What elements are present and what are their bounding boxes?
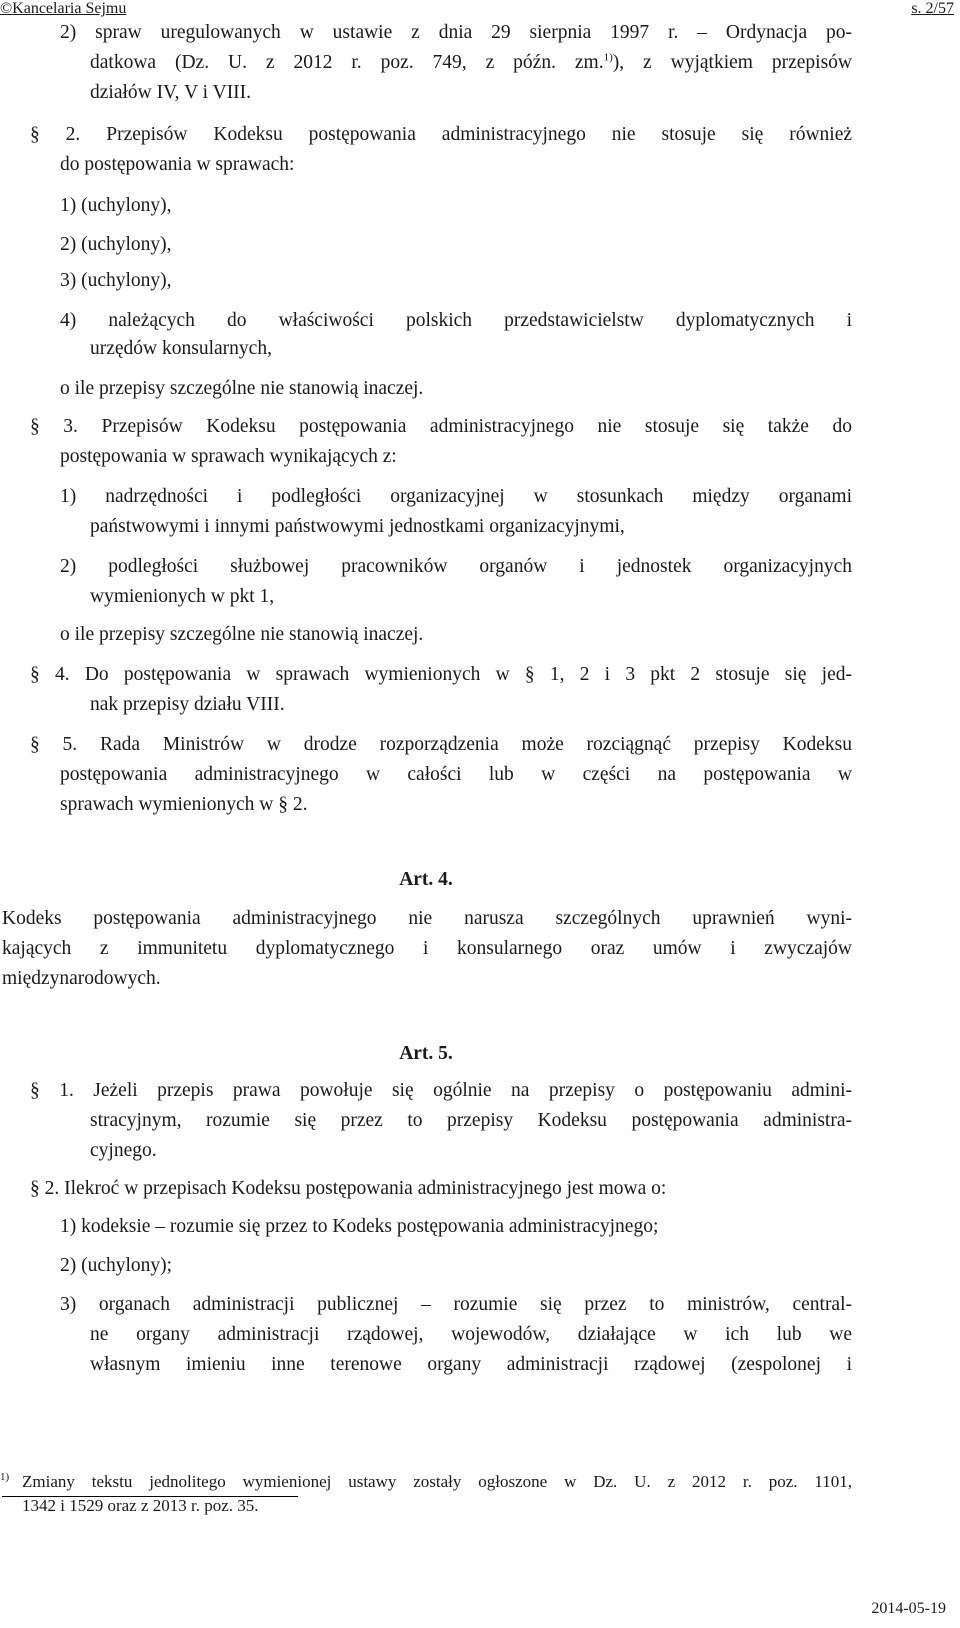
document-date: 2014-05-19 xyxy=(871,1600,946,1617)
paragraph-line: kających z immunitetu dyplomatycznego i konsularnego oraz umów i zwyczajów xyxy=(2,938,852,959)
paragraph-line: nak przepisy działu VIII. xyxy=(90,694,285,715)
list-item: 2) podległości służbowej pracowników organów i jednostek organizacyjnych xyxy=(60,556,852,577)
paragraph-line: międzynarodowych. xyxy=(2,968,161,989)
text-fragment: ), z wyjątkiem przepisów xyxy=(612,52,852,73)
page-header xyxy=(0,0,960,20)
page-number[interactable]: s. 2/57 xyxy=(911,0,954,17)
paragraph-line: stracyjnym, rozumie się przez to przepisy Kodeksu postępowania administra- xyxy=(90,1110,852,1131)
article-heading: Art. 5. xyxy=(399,1043,453,1064)
paragraph-line: 2) spraw uregulowanych w ustawie z dnia 29 sierpnia 1997 r. – Ordynacja po- xyxy=(60,22,852,43)
list-item: 3) (uchylony), xyxy=(60,270,172,291)
list-item-continuation: urzędów konsularnych, xyxy=(90,338,272,359)
list-item: 2) (uchylony); xyxy=(60,1255,173,1276)
list-item: 1) kodeksie – rozumie się przez to Kodeks postępowania administracyjnego; xyxy=(60,1216,659,1237)
paragraph-line: § 2. Ilekroć w przepisach Kodeksu postępowania administracyjnego jest mowa o: xyxy=(30,1178,667,1199)
list-item: 4) należących do właściwości polskich przedstawicielstw dyplomatycznych i xyxy=(60,310,852,331)
list-item-continuation: własnym imieniu inne terenowe organy administracji rządowej (zespolonej i xyxy=(90,1354,852,1375)
paragraph-line: Kodeks postępowania administracyjnego nie narusza szczególnych uprawnień wyni- xyxy=(2,908,852,929)
footnote-ref[interactable]: 1) xyxy=(603,51,613,64)
paragraph-line xyxy=(90,48,852,78)
footnote-text: Zmiany tekstu jednolitego wymienionej ustawy zostały ogłoszone w Dz. U. z 2012 r. poz. 1101, xyxy=(22,1472,852,1491)
footnote-text: 1342 i 1529 oraz z 2013 r. poz. 35. xyxy=(22,1496,259,1515)
paragraph-line: postępowania administracyjnego w całości lub w części na postępowania w xyxy=(60,764,852,785)
paragraph-line: sprawach wymienionych w § 2. xyxy=(60,794,308,815)
paragraph-line: działów IV, V i VIII. xyxy=(90,82,252,103)
footnote-mark: 1) xyxy=(0,1471,10,1483)
paragraph-line: postępowania w sprawach wynikających z: xyxy=(60,446,397,467)
paragraph-line: do postępowania w sprawach: xyxy=(60,154,295,175)
list-item: 1) (uchylony), xyxy=(60,195,172,216)
list-item: 1) nadrzędności i podległości organizacyjnej w stosunkach między organami xyxy=(60,486,852,507)
copyright-link[interactable]: ©Kancelaria Sejmu xyxy=(0,0,127,17)
paragraph-line: § 4. Do postępowania w sprawach wymienionych w § 1, 2 i 3 pkt 2 stosuje się jed- xyxy=(30,664,852,685)
list-item-continuation: wymienionych w pkt 1, xyxy=(90,586,275,607)
paragraph-line: § 1. Jeżeli przepis prawa powołuje się ogólnie na przepisy o postępowaniu admini- xyxy=(30,1080,852,1101)
paragraph-line: § 5. Rada Ministrów w drodze rozporządzenia może rozciągnąć przepisy Kodeksu xyxy=(30,734,852,755)
paragraph-line: cyjnego. xyxy=(90,1140,157,1161)
text-fragment: datkowa (Dz. U. z 2012 r. poz. 749, z późn. zm. xyxy=(90,52,604,73)
article-heading: Art. 4. xyxy=(399,869,453,890)
paragraph-line: § 2. Przepisów Kodeksu postępowania administracyjnego nie stosuje się również xyxy=(30,124,852,145)
paragraph-line: o ile przepisy szczególne nie stanowią inaczej. xyxy=(60,378,424,399)
list-item: 2) (uchylony), xyxy=(60,234,172,255)
list-item: 3) organach administracji publicznej – rozumie się przez to ministrów, central- xyxy=(60,1294,852,1315)
paragraph-line: § 3. Przepisów Kodeksu postępowania administracyjnego nie stosuje się także do xyxy=(30,416,852,437)
paragraph-line: o ile przepisy szczególne nie stanowią inaczej. xyxy=(60,624,424,645)
list-item-continuation: ne organy administracji rządowej, wojewodów, działające w ich lub we xyxy=(90,1324,852,1345)
list-item-continuation: państwowymi i innymi państwowymi jednostkami organizacyjnymi, xyxy=(90,516,625,537)
